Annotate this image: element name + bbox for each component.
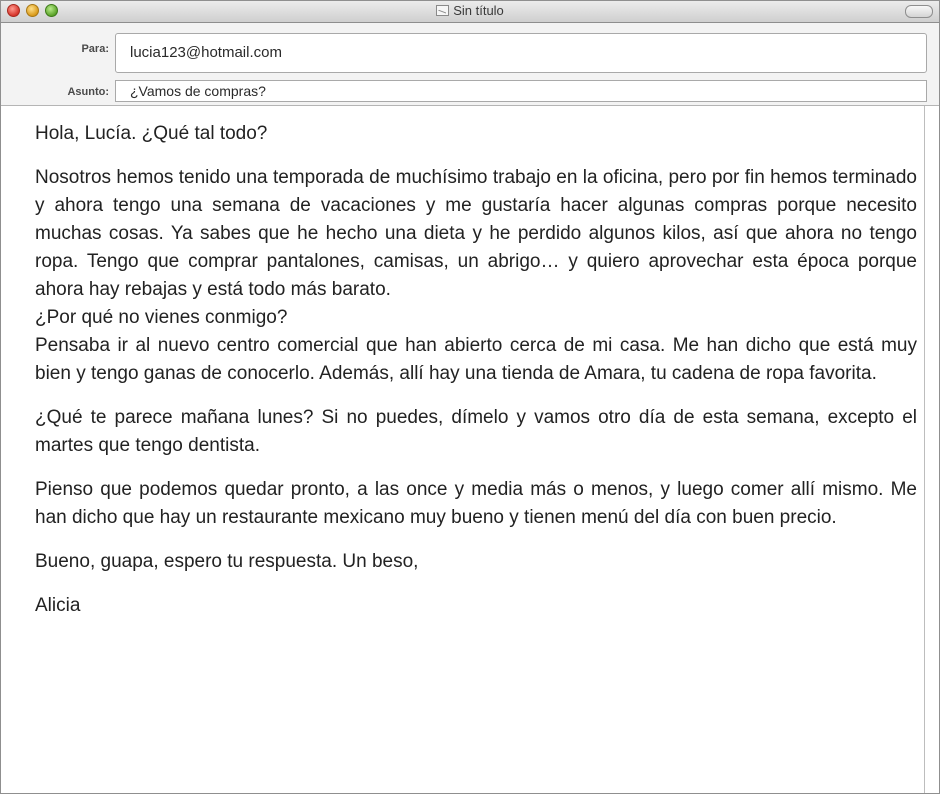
message-body[interactable]: [35, 120, 917, 636]
body-paragraph: Nosotros hemos tenido una temporada de muchísimo trabajo en la oficina, pero por fin hemos terminado y ahora tengo una semana de vacaciones y me gustaría hacer algunas compras porque necesito muchas cosas. Ya sabes que he hecho una dieta y he perdido algunos kilos, así que ahora no tengo ropa. Tengo que comprar pantalones, camisas, un abrigo… y quiero aprovechar esta época porque ahora hay rebajas y está todo más barato.: [35, 167, 917, 300]
document-icon: [436, 5, 449, 16]
body-paragraph: ¿Por qué no vienes conmigo?: [35, 307, 288, 328]
title-bar[interactable]: [1, 1, 939, 23]
body-paragraph: Pienso que podemos quedar pronto, a las once y media más o menos, y luego comer allí mismo. Me han dicho que hay un restaurante mexicano muy bueno y tienen menú del día con buen precio.: [35, 479, 917, 528]
message-body-area[interactable]: [1, 106, 939, 793]
closing-paragraph: Bueno, guapa, espero tu respuesta. Un beso,: [35, 551, 419, 572]
message-header: [1, 23, 939, 106]
window-title-wrap: [1, 3, 939, 18]
window-title: Sin título: [453, 3, 504, 18]
body-paragraph: Pensaba ir al nuevo centro comercial que han abierto cerca de mi casa. Me han dicho que está muy bien y tengo ganas de conocerlo. Además, allí hay una tienda de Amara, tu cadena de ropa favorita.: [35, 335, 917, 384]
signature: Alicia: [35, 595, 81, 616]
scrollbar-track[interactable]: [924, 106, 925, 793]
to-field[interactable]: lucia123@hotmail.com: [115, 33, 927, 73]
to-label: Para:: [81, 43, 109, 55]
toolbar-toggle-button[interactable]: [905, 5, 933, 18]
subject-field[interactable]: ¿Vamos de compras?: [115, 80, 927, 102]
subject-label: Asunto:: [67, 86, 109, 98]
greeting-paragraph: Hola, Lucía. ¿Qué tal todo?: [35, 123, 268, 144]
body-paragraph: ¿Qué te parece mañana lunes? Si no puedes, dímelo y vamos otro día de esta semana, excepto el martes que tengo dentista.: [35, 407, 917, 456]
